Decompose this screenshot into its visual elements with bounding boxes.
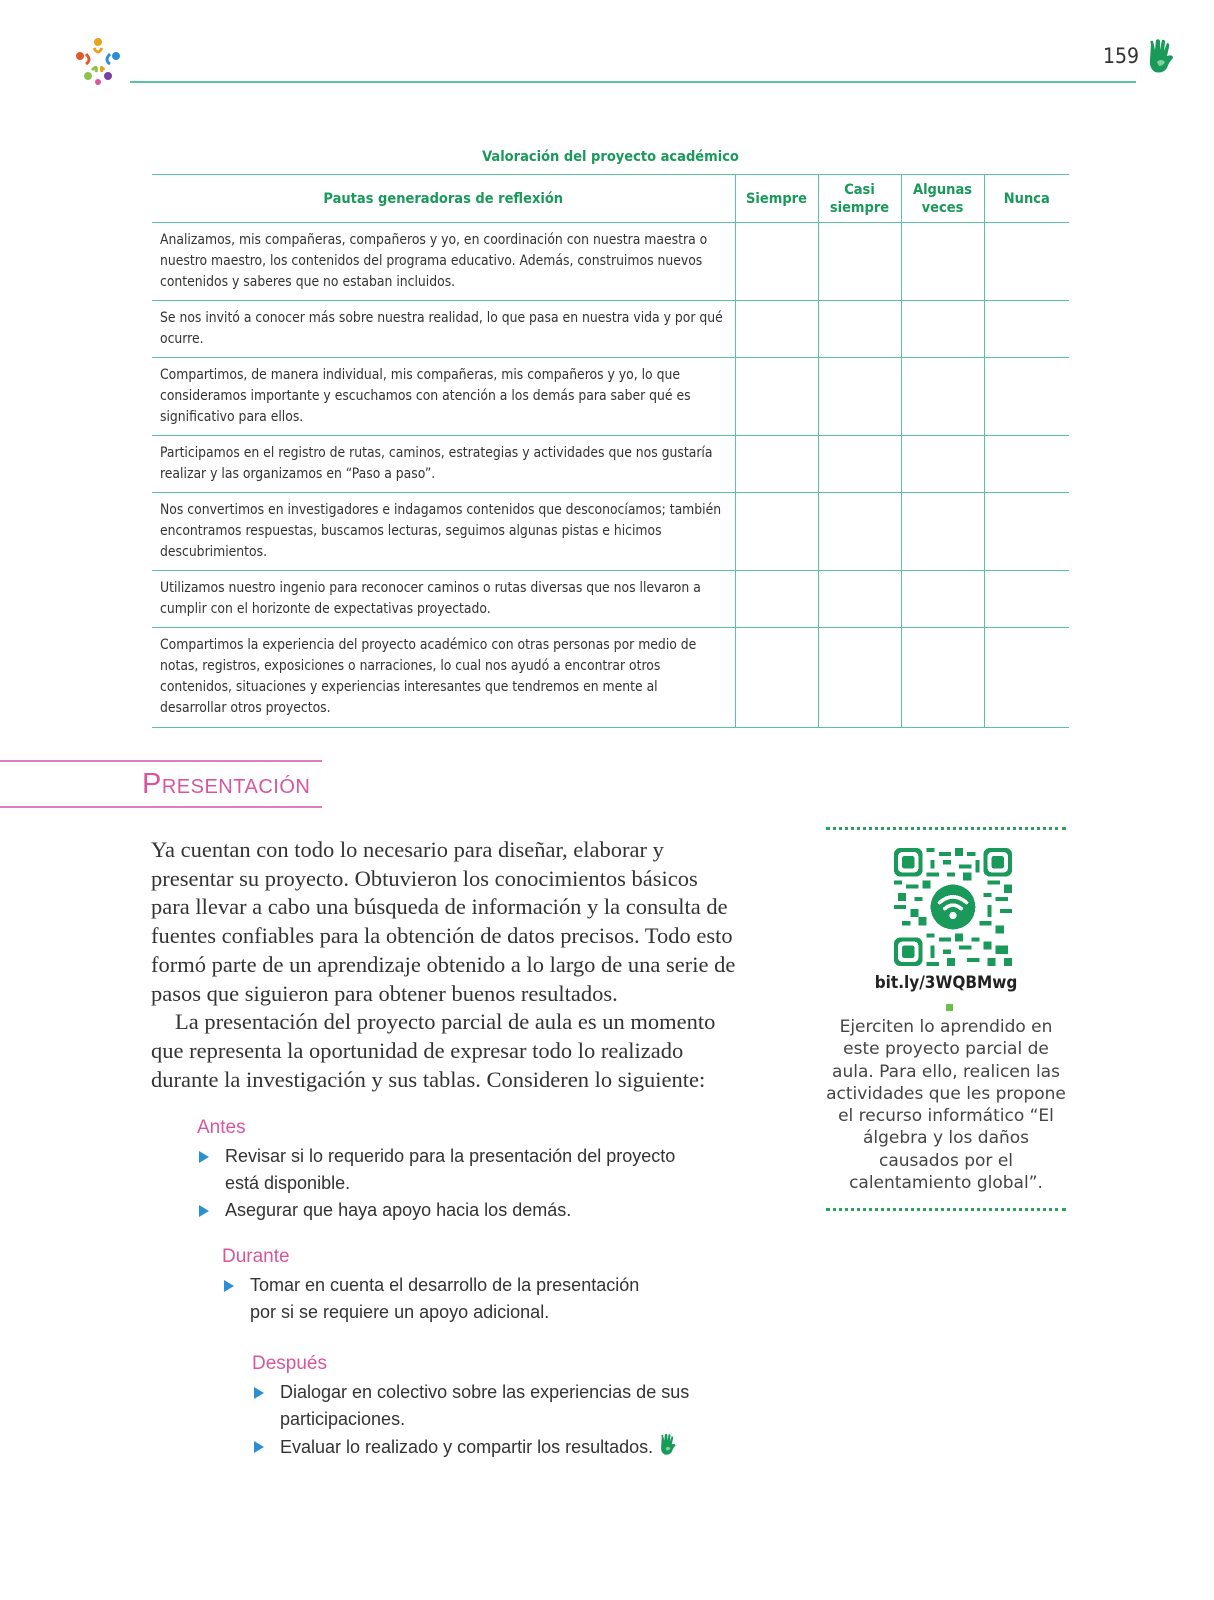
section-rule-top <box>0 760 322 762</box>
reflection-item: Participamos en el registro de rutas, caminos, estrategias y actividades que nos gustaría realizar y las organizamos en “Paso a paso”. <box>152 436 735 493</box>
checkbox-cell-nunca[interactable] <box>984 301 1069 358</box>
list-item: Tomar en cuenta el desarrollo de la presentación por si se requiere un apoyo adicional. <box>222 1272 642 1326</box>
sidebar-rule-top <box>826 827 1066 830</box>
page-number: 159 <box>1103 44 1140 68</box>
header-rule <box>130 81 1136 83</box>
reflection-item: Compartimos, de manera individual, mis compañeras, mis compañeros y yo, lo que consideramos importante y escuchamos con atención a los demás para saber qué es significativo para ellos. <box>152 358 735 436</box>
triangle-bullet-icon <box>254 1441 264 1453</box>
triangle-bullet-icon <box>199 1205 209 1217</box>
table-row <box>152 493 1069 571</box>
flower-people-logo-icon <box>72 34 124 86</box>
section-title: Presentación <box>142 768 311 800</box>
stage-despues <box>252 1353 702 1461</box>
list-item: Dialogar en colectivo sobre las experiencias de sus participaciones. <box>252 1379 702 1433</box>
checkbox-cell-nunca[interactable] <box>984 493 1069 571</box>
checkbox-cell-siempre[interactable] <box>735 358 818 436</box>
checkbox-cell-casi-siempre[interactable] <box>818 301 901 358</box>
reflection-item: Compartimos la experiencia del proyecto académico con otras personas por medio de notas, registros, exposiciones o narraciones, lo cual nos ayudó a encontrar otros contenidos, situaciones y experiencias interesantes que tendremos en mente al desarrollar otros proyectos. <box>152 628 735 728</box>
checkbox-cell-algunas-veces[interactable] <box>901 571 984 628</box>
resource-link[interactable]: bit.ly/3WQBMwg <box>874 973 1018 993</box>
checkbox-cell-casi-siempre[interactable] <box>818 628 901 728</box>
stage-title: Después <box>252 1353 327 1374</box>
table-row <box>152 628 1069 728</box>
checkbox-cell-nunca[interactable] <box>984 571 1069 628</box>
sidebar-rule-bottom <box>826 1208 1066 1211</box>
checkbox-cell-casi-siempre[interactable] <box>818 571 901 628</box>
checkbox-cell-nunca[interactable] <box>984 358 1069 436</box>
checkbox-cell-algunas-veces[interactable] <box>901 628 984 728</box>
table-row <box>152 223 1069 301</box>
reflection-item: Utilizamos nuestro ingenio para reconocer caminos o rutas diversas que nos llevaron a cumplir con el horizonte de expectativas proyectado. <box>152 571 735 628</box>
table-row <box>152 358 1069 436</box>
checkbox-cell-nunca[interactable] <box>984 628 1069 728</box>
triangle-bullet-icon <box>254 1387 264 1399</box>
stage-title: Antes <box>197 1117 246 1138</box>
reflection-item: Se nos invitó a conocer más sobre nuestra realidad, lo que pasa en nuestra vida y por qué ocurre. <box>152 301 735 358</box>
checkbox-cell-casi-siempre[interactable] <box>818 436 901 493</box>
green-square-icon <box>946 1004 953 1011</box>
triangle-bullet-icon <box>199 1151 209 1163</box>
checkbox-cell-casi-siempre[interactable] <box>818 493 901 571</box>
body-paragraph: La presentación del proyecto parcial de aula es un momento que representa la oportunidad de expresar todo lo realizado durante la investigación y sus tablas. Consideren lo siguiente: <box>151 1009 716 1092</box>
list-item: Revisar si lo requerido para la presentación del proyecto está disponible. <box>197 1143 697 1197</box>
checkbox-cell-siempre[interactable] <box>735 301 818 358</box>
body-paragraph: Ya cuentan con todo lo necesario para diseñar, elaborar y presentar su proyecto. Obtuvieron los conocimientos básicos para llevar a cabo una búsqueda de información y la consulta de fuentes confiables para la obtención de datos precisos. Todo esto formó parte de un aprendizaje obtenido a lo largo de una serie de pasos que siguieron para obtener buenos resultados. <box>151 837 736 1006</box>
triangle-bullet-icon <box>224 1280 234 1292</box>
checkbox-cell-nunca[interactable] <box>984 223 1069 301</box>
checkbox-cell-casi-siempre[interactable] <box>818 223 901 301</box>
checkbox-cell-algunas-veces[interactable] <box>901 493 984 571</box>
checkbox-cell-nunca[interactable] <box>984 436 1069 493</box>
stage-title: Durante <box>222 1246 290 1267</box>
table-title: Valoración del proyecto académico <box>482 149 739 165</box>
table-row <box>152 436 1069 493</box>
checkbox-cell-algunas-veces[interactable] <box>901 301 984 358</box>
checkbox-cell-siempre[interactable] <box>735 493 818 571</box>
green-hand-icon <box>658 1433 678 1457</box>
reflection-item: Analizamos, mis compañeras, compañeros y yo, en coordinación con nuestra maestra o nuestro maestro, los contenidos del programa educativo. Además, construimos nuevos contenidos y saberes que no estaban incluidos. <box>152 223 735 301</box>
checkbox-cell-algunas-veces[interactable] <box>901 358 984 436</box>
column-header-algunas-veces: Algunas veces <box>901 175 984 223</box>
table-row <box>152 301 1069 358</box>
column-header-casi-siempre: Casi siempre <box>818 175 901 223</box>
stage-durante <box>222 1246 642 1326</box>
list-item: Asegurar que haya apoyo hacia los demás. <box>197 1197 697 1224</box>
section-body <box>151 836 741 1094</box>
section-rule-bottom <box>0 806 322 808</box>
checkbox-cell-siempre[interactable] <box>735 571 818 628</box>
stage-antes <box>197 1117 697 1224</box>
checkbox-cell-siempre[interactable] <box>735 223 818 301</box>
table-row <box>152 571 1069 628</box>
checkbox-cell-algunas-veces[interactable] <box>901 223 984 301</box>
reflection-item: Nos convertimos en investigadores e indagamos contenidos que desconocíamos; también encontramos respuestas, buscamos lecturas, seguimos algunas pistas e hicimos descubrimientos. <box>152 493 735 571</box>
column-header-siempre: Siempre <box>735 175 818 223</box>
checkbox-cell-siempre[interactable] <box>735 628 818 728</box>
evaluation-table <box>152 174 1069 728</box>
green-hand-icon <box>1145 38 1177 76</box>
column-header-pautas: Pautas generadoras de reflexión <box>152 175 735 223</box>
column-header-nunca: Nunca <box>984 175 1069 223</box>
list-item: Evaluar lo realizado y compartir los resultados. <box>252 1433 702 1461</box>
sidebar-text: Ejerciten lo aprendido en este proyecto parcial de aula. Para ello, realicen las actividades que les propone el recurso informático “El álgebra y los daños causados por el calentamiento global”. <box>826 1017 1066 1194</box>
checkbox-cell-siempre[interactable] <box>735 436 818 493</box>
qr-code-icon[interactable] <box>894 848 1012 966</box>
checkbox-cell-casi-siempre[interactable] <box>818 358 901 436</box>
checkbox-cell-algunas-veces[interactable] <box>901 436 984 493</box>
table-header-row <box>152 175 1069 223</box>
